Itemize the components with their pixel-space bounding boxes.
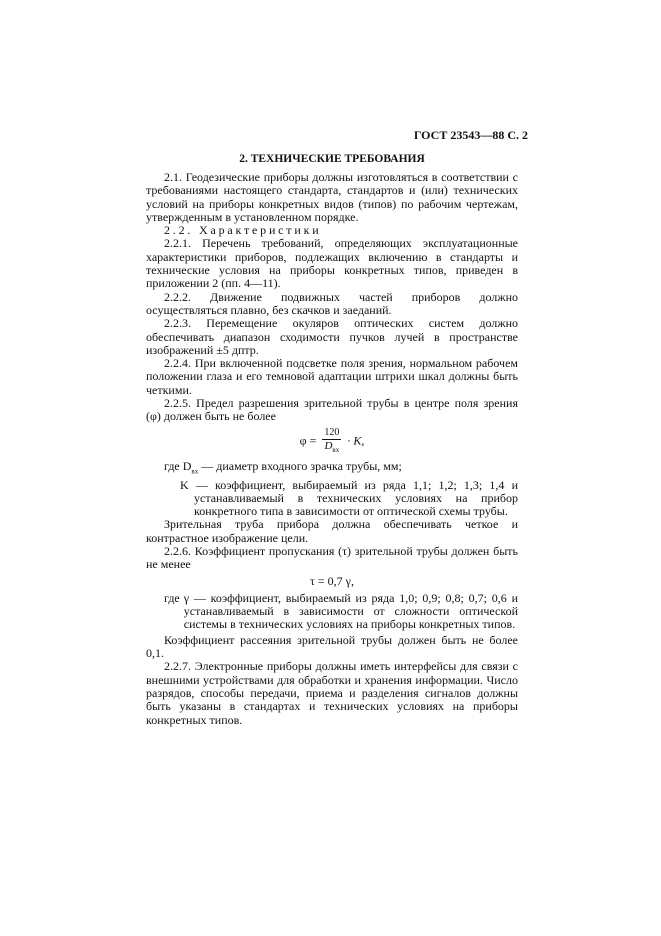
formula-numerator: 120: [324, 426, 340, 438]
section-title: 2. ТЕХНИЧЕСКИЕ ТРЕБОВАНИЯ: [239, 153, 425, 165]
formula-resolution: [146, 427, 518, 456]
paragraph-scatter: Коэффициент рассеяния зрительной трубы должен быть не более 0,1.: [146, 632, 518, 661]
page-header: ГОСТ 23543—88 С. 2: [413, 128, 528, 142]
document-body: [146, 171, 518, 727]
paragraph-2-2-6: 2.2.6. Коэффициент пропускания (τ) зрительной трубы должен быть не менее: [146, 544, 518, 572]
formula-transmission: τ = 0,7 γ,: [310, 573, 354, 588]
where-definition-d: [146, 460, 518, 479]
denominator-symbol: D: [324, 439, 333, 452]
where-definition-k: K — коэффициент, выбираемый из ряда 1,1; 1,2; 1,3; 1,4 и устанавливаемый в технических условиях на прибор конкретного типа в зависимости от оптической схемы трубы.: [180, 477, 518, 519]
where-gamma-text: γ — коэффициент, выбираемый из ряда 1,0; 0,9; 0,8; 0,7; 0,6 и устанавливаемый в зависимости от сложности оптической системы в технических условиях на приборы конкретных типов.: [183, 590, 518, 632]
denominator-subscript: вх: [332, 445, 340, 454]
paragraph-2-1: 2.1. Геодезические приборы должны изготовляться в соответствии с требованиями настоящего стандарта, стандартов и (или) технических условий на приборы конкретных видов (типов) по рабочим чертежам, утвержденным в установленном порядке.: [146, 170, 518, 224]
paragraph-2-2-4: 2.2.4. При включенной подсветке поля зрения, нормальном рабочем положении глаза и его темновой адаптации штрихи шкал должны быть четкими.: [146, 356, 518, 397]
paragraph-2-2-2: 2.2.2. Движение подвижных частей приборов должно осуществляться плавно, без скачков и заеданий.: [146, 289, 518, 317]
paragraph-2-2-7: 2.2.7. Электронные приборы должны иметь интерфейсы для связи с внешними устройствами для обработки и хранения информации. Число разрядов, способы передачи, приема и разделения сигналов должны быть указаны в стандартах и технических условиях на приборы конкретных типов.: [146, 659, 518, 727]
where-text: — диаметр входного зрачка трубы, мм;: [198, 458, 402, 473]
where-gamma-label: где: [164, 590, 180, 605]
paragraph-2-2-1: 2.2.1. Перечень требований, определяющих эксплуатационные характеристики приборов, подлежащих включению в стандарты и технические условия на приборы конкретных типов, приведен в приложении 2 (пп. 4—11).: [146, 236, 518, 291]
paragraph-2-2: 2.2. Характеристики: [164, 223, 322, 238]
where-definition-gamma: [146, 592, 518, 632]
formula-lhs: φ =: [299, 432, 317, 447]
paragraph-2-2-3: 2.2.3. Перемещение окуляров оптических систем должно обеспечивать диапазон сходимости пучков лучей в пространстве изображений ±5 дптр.: [146, 316, 518, 357]
where-label-subscript: вх: [191, 467, 199, 476]
formula-fraction: [322, 427, 341, 456]
where-label: где D: [164, 458, 192, 473]
paragraph-2-2-5: 2.2.5. Предел разрешения зрительной трубы в центре поля зрения (φ) должен быть не более: [146, 396, 518, 424]
paragraph-scope: Зрительная труба прибора должна обеспечивать четкое и контрастное изображение цели.: [146, 517, 518, 545]
formula-denominator: [322, 440, 341, 456]
formula-rhs: · K,: [347, 432, 365, 447]
